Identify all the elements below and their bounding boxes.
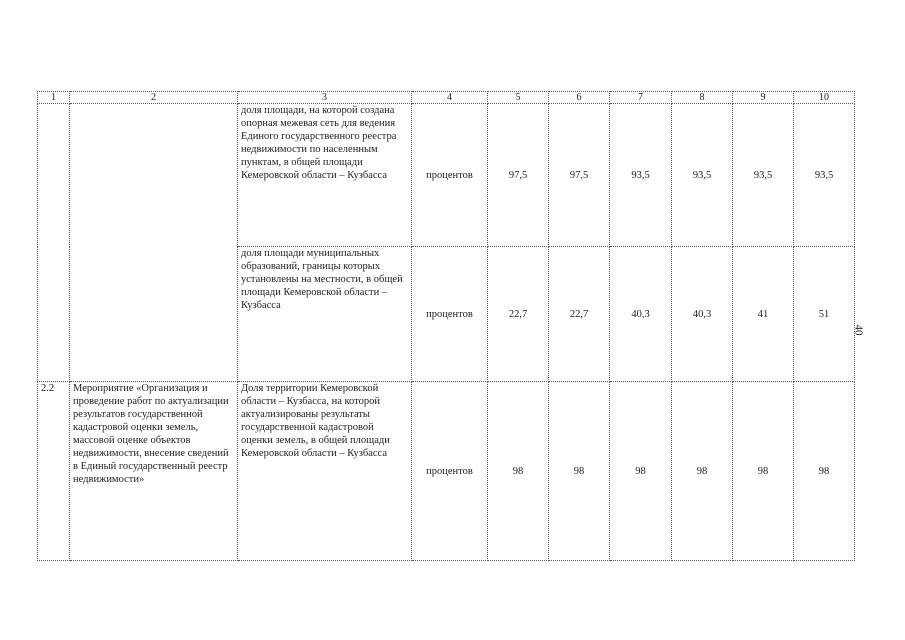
event-cell: Мероприятие «Организация и проведение работ по актуализации результатов государственной кадастровой оценки земель, массовой оценке объектов недвижимости, внесение сведений в Единый государственный реестр недвижимости» — [70, 382, 238, 561]
header-cell: 6 — [549, 92, 610, 104]
table-row — [38, 382, 855, 561]
header-cell: 1 — [38, 92, 70, 104]
value-cell: 93,5 — [672, 104, 733, 247]
header-cell: 8 — [672, 92, 733, 104]
unit-cell: процентов — [412, 247, 488, 382]
indicator-cell: Доля территории Кемеровской области – Кузбасса, на которой актуализированы результаты государственной кадастровой оценки земель, в общей площади Кемеровской области – Кузбасса — [238, 382, 412, 561]
value-cell: 22,7 — [488, 247, 549, 382]
header-cell: 10 — [794, 92, 855, 104]
unit-cell: процентов — [412, 104, 488, 247]
value-cell: 98 — [794, 382, 855, 561]
value-cell: 98 — [672, 382, 733, 561]
table-header-row — [38, 92, 855, 104]
value-cell: 40,3 — [672, 247, 733, 382]
value-cell: 51 — [794, 247, 855, 382]
data-table-container — [37, 91, 854, 561]
value-cell: 40,3 — [610, 247, 672, 382]
event-cell — [70, 104, 238, 382]
value-cell: 93,5 — [794, 104, 855, 247]
value-cell: 98 — [549, 382, 610, 561]
value-cell: 93,5 — [733, 104, 794, 247]
header-cell: 3 — [238, 92, 412, 104]
header-cell: 2 — [70, 92, 238, 104]
indicators-table — [37, 91, 855, 561]
table-row — [38, 104, 855, 247]
header-cell: 7 — [610, 92, 672, 104]
value-cell: 93,5 — [610, 104, 672, 247]
value-cell: 97,5 — [549, 104, 610, 247]
value-cell: 98 — [488, 382, 549, 561]
page-number: 40 — [852, 324, 865, 336]
indicator-cell: доля площади, на которой создана опорная межевая сеть для ведения Единого государственного реестра недвижимости по населенным пунктам, в общей площади Кемеровской области – Кузбасса — [238, 104, 412, 247]
value-cell: 98 — [610, 382, 672, 561]
header-cell: 5 — [488, 92, 549, 104]
value-cell: 22,7 — [549, 247, 610, 382]
indicator-cell: доля площади муниципальных образований, границы которых установлены на местности, в общей площади Кемеровской области – Кузбасса — [238, 247, 412, 382]
header-cell: 4 — [412, 92, 488, 104]
value-cell: 97,5 — [488, 104, 549, 247]
row-number-cell — [38, 104, 70, 382]
header-cell: 9 — [733, 92, 794, 104]
unit-cell: процентов — [412, 382, 488, 561]
value-cell: 98 — [733, 382, 794, 561]
row-number-cell: 2.2 — [38, 382, 70, 561]
value-cell: 41 — [733, 247, 794, 382]
